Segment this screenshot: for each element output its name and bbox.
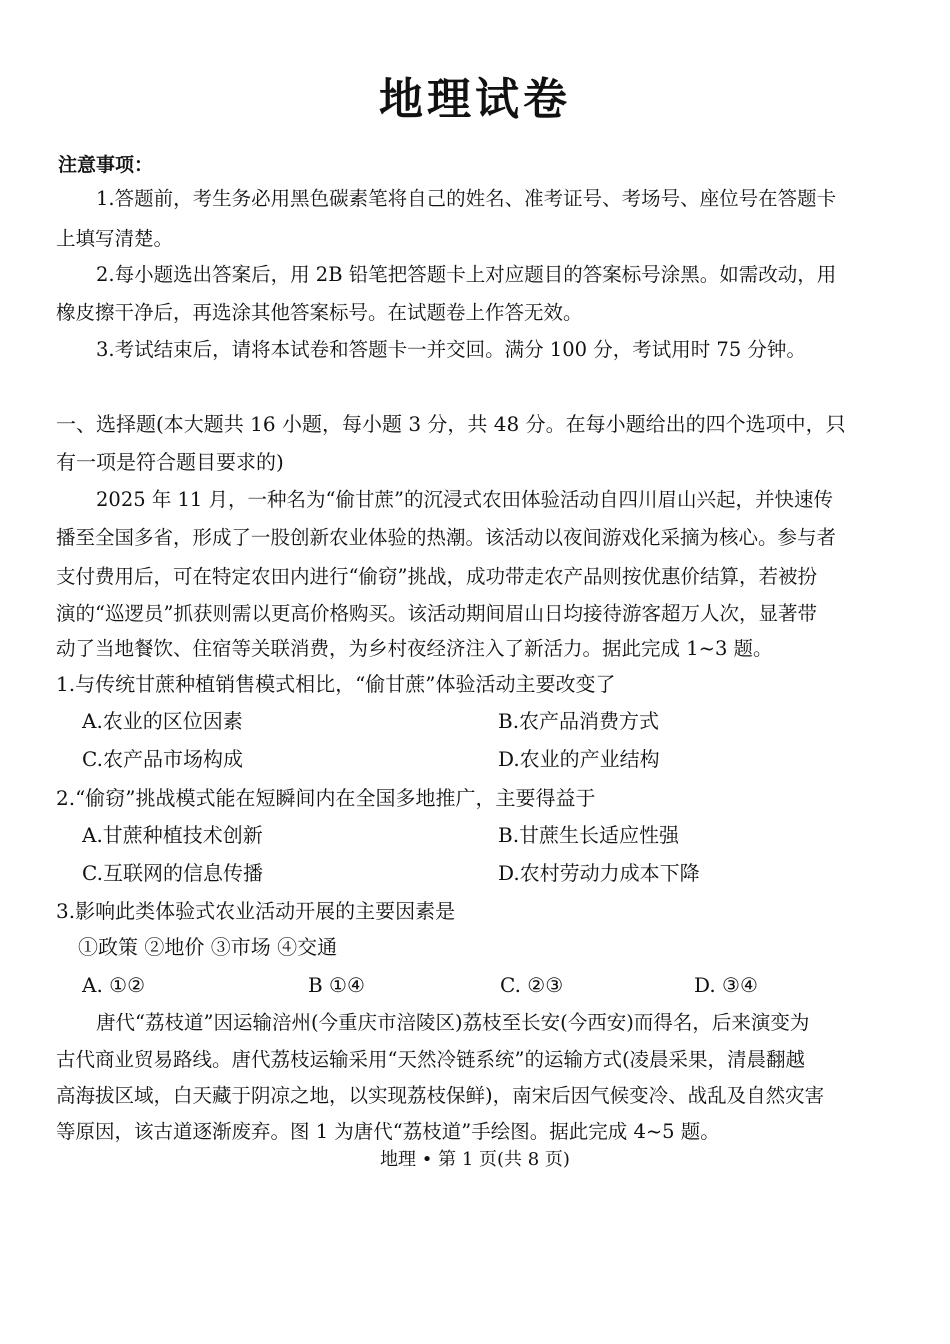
question-1-option-a: A.农业的区位因素 (82, 709, 243, 733)
notice-item-1-line-1: 1.答题前，考生务必用黑色碳素笔将自己的姓名、准考证号、考场号、座位号在答题卡 (96, 187, 837, 210)
question-3-stem: 3.影响此类体验式农业活动开展的主要因素是 (56, 899, 456, 923)
question-3-option-b: B ①④ (308, 973, 365, 997)
question-1-stem: 1.与传统甘蔗种植销售模式相比，“偷甘蔗”体验活动主要改变了 (56, 672, 616, 696)
question-1-option-d: D.农业的产业结构 (498, 747, 660, 771)
question-2-option-a: A.甘蔗种植技术创新 (82, 823, 263, 847)
question-2-option-b: B.甘蔗生长适应性强 (498, 823, 680, 847)
passage-2-line-1: 唐代“荔枝道”因运输涪州(今重庆市涪陵区)荔枝至长安(今西安)而得名，后来演变为 (96, 1011, 810, 1034)
page-title: 地理试卷 (379, 74, 571, 125)
page-footer: 地理 • 第 1 页(共 8 页) (380, 1149, 570, 1170)
passage-1-line-4: 演的“巡逻员”抓获则需以更高价格购买。该活动期间眉山日均接待游客超万人次，显著带 (56, 602, 817, 625)
notice-item-1-line-2: 上填写清楚。 (56, 227, 174, 250)
question-1-option-c: C.农产品市场构成 (82, 747, 243, 771)
passage-1-line-1: 2025 年 11 月，一种名为“偷甘蔗”的沉浸式农田体验活动自四川眉山兴起，并快速传 (96, 488, 833, 511)
question-2-option-d: D.农村劳动力成本下降 (498, 861, 700, 885)
passage-1-line-2: 播至全国多省，形成了一股创新农业体验的热潮。该活动以夜间游戏化采摘为核心。参与者 (56, 526, 837, 549)
question-2-stem: 2.“偷窃”挑战模式能在短瞬间内在全国多地推广，主要得益于 (56, 786, 596, 810)
passage-1-line-3: 支付费用后，可在特定农田内进行“偷窃”挑战，成功带走农产品则按优惠价结算，若被扮 (56, 565, 817, 588)
question-1-option-b: B.农产品消费方式 (498, 709, 660, 733)
notice-heading: 注意事项： (58, 154, 154, 176)
question-3-option-a: A. ①② (82, 973, 146, 997)
notice-item-2-line-1: 2.每小题选出答案后，用 2B 铅笔把答题卡上对应题目的答案标号涂黑。如需改动，用 (96, 263, 837, 286)
section-1-heading-line-2: 有一项是符合题目要求的) (56, 450, 284, 474)
passage-1-line-5: 动了当地餐饮、住宿等关联消费，为乡村夜经济注入了新活力。据此完成 1~3 题。 (56, 637, 773, 660)
notice-item-3: 3.考试结束后，请将本试卷和答题卡一并交回。满分 100 分，考试用时 75 分钟。 (96, 338, 806, 361)
passage-2-line-4: 等原因，该古道逐渐废弃。图 1 为唐代“荔枝道”手绘图。据此完成 4~5 题。 (56, 1120, 720, 1143)
question-3-option-d: D. ③④ (694, 973, 758, 997)
question-3-factors: ①政策 ②地价 ③市场 ④交通 (78, 935, 338, 959)
section-1-heading-line-1: 一、选择题(本大题共 16 小题，每小题 3 分，共 48 分。在每小题给出的四个选项中，只 (56, 412, 846, 436)
passage-2-line-3: 高海拔区域，白天藏于阴凉之地，以实现荔枝保鲜)，南宋后因气候变冷、战乱及自然灾害 (56, 1084, 825, 1107)
notice-item-2-line-2: 橡皮擦干净后，再选涂其他答案标号。在试题卷上作答无效。 (56, 301, 583, 324)
question-3-option-c: C. ②③ (500, 973, 564, 997)
question-2-option-c: C.互联网的信息传播 (82, 861, 263, 885)
passage-2-line-2: 古代商业贸易路线。唐代荔枝运输采用“天然冷链系统”的运输方式(凌晨采果，清晨翻越 (56, 1048, 806, 1071)
